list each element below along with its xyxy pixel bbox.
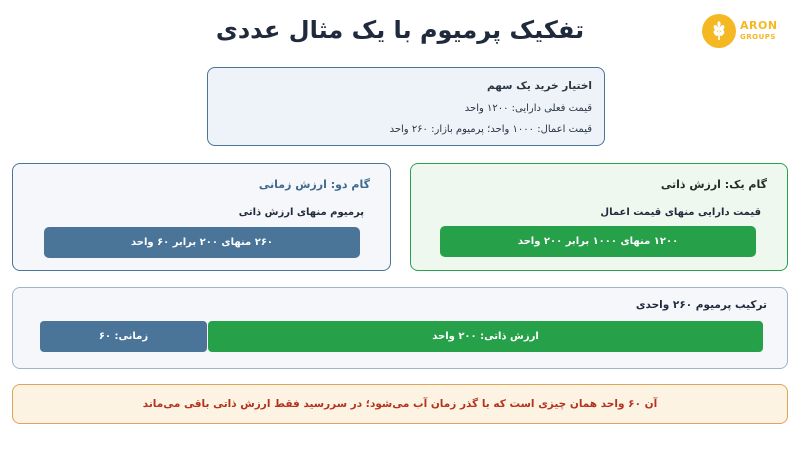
option-info-card bbox=[207, 67, 605, 146]
composition-heading: ترکیب پرمیوم ۲۶۰ واحدی bbox=[635, 299, 767, 311]
option-heading: اختیار خرید یک سهم bbox=[487, 80, 592, 92]
logo-name: ARON bbox=[740, 19, 778, 32]
step-two-result: ۲۶۰ منهای ۲۰۰ برابر ۶۰ واحد bbox=[44, 227, 360, 258]
step-two-card bbox=[12, 163, 391, 271]
time-value-segment: زمانی: ۶۰ bbox=[40, 321, 207, 352]
step-one-heading: گام یک: ارزش ذاتی bbox=[660, 178, 767, 191]
page-title: تفکیک پرمیوم با یک مثال عددی bbox=[215, 16, 585, 44]
logo-subtitle: GROUPS bbox=[740, 33, 776, 41]
note-text: آن ۶۰ واحد همان چیزی است که با گذر زمان آب می‌شود؛ در سررسید فقط ارزش ذاتی باقی می‌ماند bbox=[142, 398, 658, 410]
step-one-result: ۱۲۰۰ منهای ۱۰۰۰ برابر ۲۰۰ واحد bbox=[440, 226, 756, 257]
strike-premium-text: قیمت اعمال: ۱۰۰۰ واحد؛ پرمیوم بازار: ۲۶۰ واحد bbox=[389, 124, 592, 135]
step-two-heading: گام دو: ارزش زمانی bbox=[258, 178, 370, 191]
spot-price-text: قیمت فعلی دارایی: ۱۲۰۰ واحد bbox=[464, 103, 592, 114]
step-one-formula: قیمت دارایی منهای قیمت اعمال bbox=[600, 207, 761, 218]
step-two-formula: پرمیوم منهای ارزش ذاتی bbox=[238, 207, 364, 218]
intrinsic-value-segment: ارزش ذاتی: ۲۰۰ واحد bbox=[208, 321, 763, 352]
premium-composition-card bbox=[12, 287, 788, 369]
company-logo bbox=[702, 10, 790, 54]
note-banner bbox=[12, 384, 788, 424]
wheat-icon bbox=[702, 14, 736, 48]
step-one-card bbox=[410, 163, 788, 271]
